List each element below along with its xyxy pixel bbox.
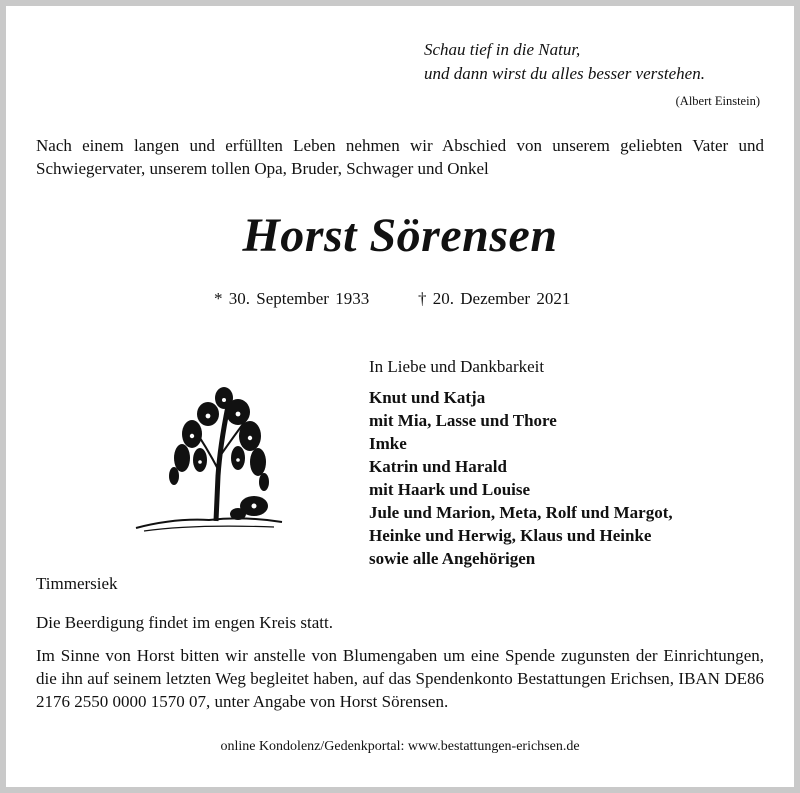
intro-text: Nach einem langen und erfüllten Leben nehmen wir Abschied von unserem geliebten Vater und Schwiegervater, unserem tollen Opa, Bruder, Schwager und Onkel bbox=[36, 136, 764, 178]
mourner-line: Katrin und Harald bbox=[369, 457, 507, 476]
mourners-block bbox=[369, 355, 673, 570]
quote-line-1: Schau tief in die Natur, bbox=[424, 40, 581, 59]
mourner-line: Jule und Marion, Meta, Rolf und Margot, bbox=[369, 503, 673, 522]
condolence-portal: online Kondolenz/Gedenkportal: www.bestattungen-erichsen.de bbox=[220, 739, 580, 754]
donation-note: Im Sinne von Horst bitten wir anstelle von Blumengaben um eine Spende zugunsten der Einrichtungen, die ihn auf seinem letzten Weg begleitet haben, auf das Spendenkonto Bestattungen Erichsen, IBAN DE86 2176 2550 0000 1570 07, unter Angabe von Horst Sörensen. bbox=[36, 646, 764, 711]
quote-line-2: und dann wirst du alles besser verstehen. bbox=[424, 64, 705, 83]
death-date: † 20. Dezember 2021 bbox=[418, 289, 571, 308]
mourner-line: mit Haark und Louise bbox=[369, 480, 531, 499]
quote-attribution: (Albert Einstein) bbox=[675, 94, 760, 108]
funeral-note: Die Beerdigung findet im engen Kreis statt. bbox=[36, 613, 333, 632]
birch-tree-icon bbox=[134, 376, 284, 541]
mourner-line: mit Mia, Lasse und Thore bbox=[369, 411, 557, 430]
mourner-line: Imke bbox=[369, 434, 407, 453]
mourner-line: sowie alle Angehörigen bbox=[369, 549, 536, 568]
place-name: Timmersiek bbox=[36, 574, 118, 593]
mourner-line: Heinke und Herwig, Klaus und Heinke bbox=[369, 526, 652, 545]
deceased-name: Horst Sörensen bbox=[242, 209, 558, 262]
mourner-line: Knut und Katja bbox=[369, 388, 486, 407]
birth-date: * 30. September 1933 bbox=[214, 289, 370, 308]
obituary-card bbox=[6, 6, 794, 787]
mourners-heading: In Liebe und Dankbarkeit bbox=[369, 357, 545, 376]
